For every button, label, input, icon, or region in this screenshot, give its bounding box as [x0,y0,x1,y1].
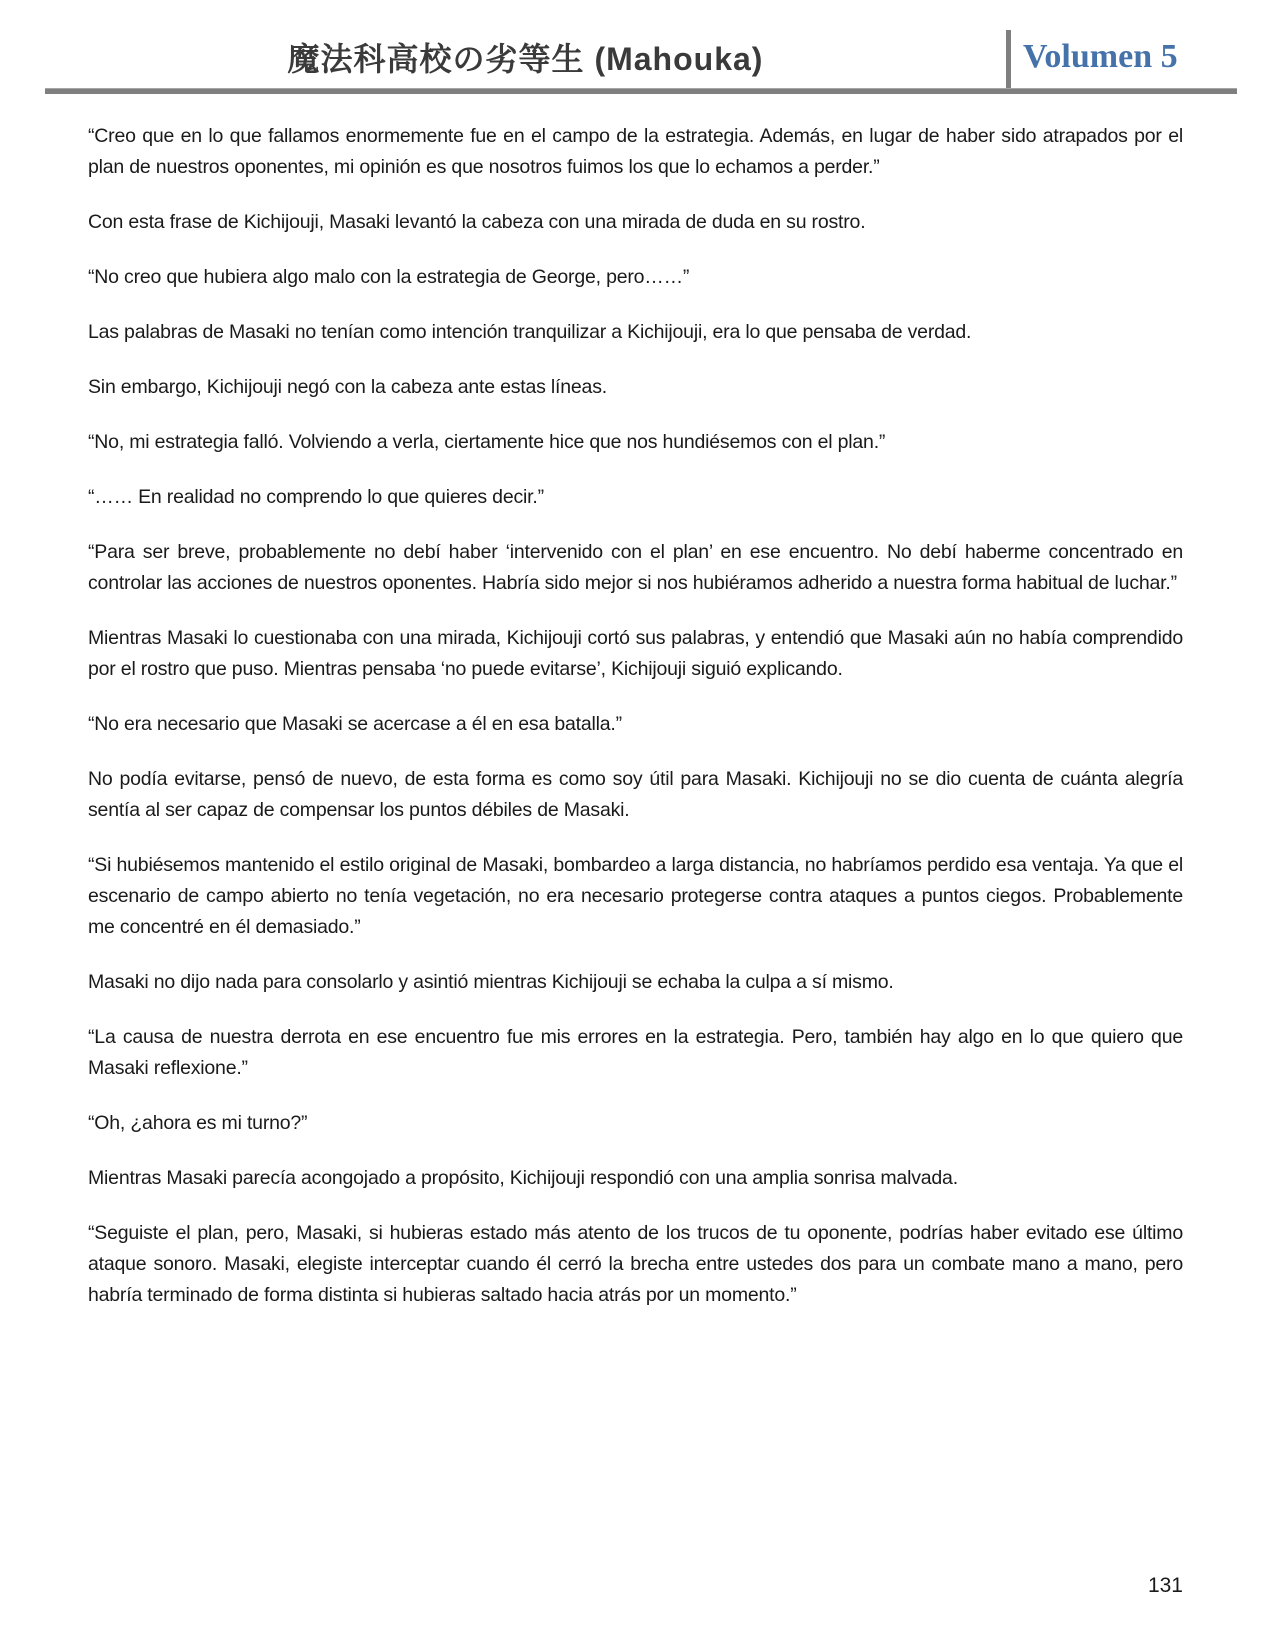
paragraph: Mientras Masaki parecía acongojado a propósito, Kichijouji respondió con una amplia sonrisa malvada. [88,1167,958,1189]
book-title: 魔法科高校の劣等生 (Mahouka) [287,40,764,77]
page-number: 131 [1147,1574,1183,1597]
paragraph: “No, mi estrategia falló. Volviendo a verla, ciertamente hice que nos hundiésemos con el plan.” [88,431,886,453]
paragraph: Masaki no dijo nada para consolarlo y asintió mientras Kichijouji se echaba la culpa a sí mismo. [88,971,894,993]
paragraph: “Si hubiésemos mantenido el estilo original de Masaki, bombardeo a larga distancia, no habríamos perdido esa ventaja. Ya que el escenario de campo abierto no tenía vegetación, no era necesario protegerse contra ataques a puntos ciegos. Probablemente me concentré en él demasiado.” [88,854,1183,938]
header-volume-area [1011,25,1237,88]
paragraph: “…… En realidad no comprendo lo que quieres decir.” [88,486,544,508]
paragraph: No podía evitarse, pensó de nuevo, de esta forma es como soy útil para Masaki. Kichijouji no se dio cuenta de cuánta alegría sentía al ser capaz de compensar los puntos débiles de Masaki. [88,768,1183,821]
page-footer [1148,1574,1183,1598]
paragraph: Con esta frase de Kichijouji, Masaki levantó la cabeza con una mirada de duda en su rostro. [88,211,866,233]
paragraph: Mientras Masaki lo cuestionaba con una mirada, Kichijouji cortó sus palabras, y entendió que Masaki aún no había comprendido por el rostro que puso. Mientras pensaba ‘no puede evitarse’, Kichijouji siguió explicando. [88,627,1183,680]
paragraph: “Para ser breve, probablemente no debí haber ‘intervenido con el plan’ en ese encuentro. No debí haberme concentrado en controlar las acciones de nuestros oponentes. Habría sido mejor si nos hubiéramos adherido a nuestra forma habitual de luchar.” [88,541,1183,594]
page-body [88,121,1183,1311]
paragraph: “La causa de nuestra derrota en ese encuentro fue mis errores en la estrategia. Pero, también hay algo en lo que quiero que Masaki reflexione.” [88,1026,1183,1079]
paragraph: “Seguiste el plan, pero, Masaki, si hubieras estado más atento de los trucos de tu oponente, podrías haber evitado ese último ataque sonoro. Masaki, elegiste interceptar cuando él cerró la brecha entre ustedes dos para un combate mano a mano, pero habría terminado de forma distinta si hubieras saltado hacia atrás por un momento.” [88,1222,1183,1306]
volume-label: Volumen 5 [1023,37,1178,75]
paragraph: “No creo que hubiera algo malo con la estrategia de George, pero……” [88,266,690,288]
header-title-area [45,25,1006,88]
paragraph: Sin embargo, Kichijouji negó con la cabeza ante estas líneas. [88,376,607,398]
page-header [45,25,1237,88]
paragraph: “Creo que en lo que fallamos enormemente fue en el campo de la estrategia. Además, en lugar de haber sido atrapados por el plan de nuestros oponentes, mi opinión es que nosotros fuimos los que lo echamos a perder.” [88,125,1183,178]
paragraph: “No era necesario que Masaki se acercase a él en esa batalla.” [88,713,622,735]
paragraph: Las palabras de Masaki no tenían como intención tranquilizar a Kichijouji, era lo que pensaba de verdad. [88,321,972,343]
paragraph: “Oh, ¿ahora es mi turno?” [88,1112,308,1134]
header-rule [45,88,1237,94]
